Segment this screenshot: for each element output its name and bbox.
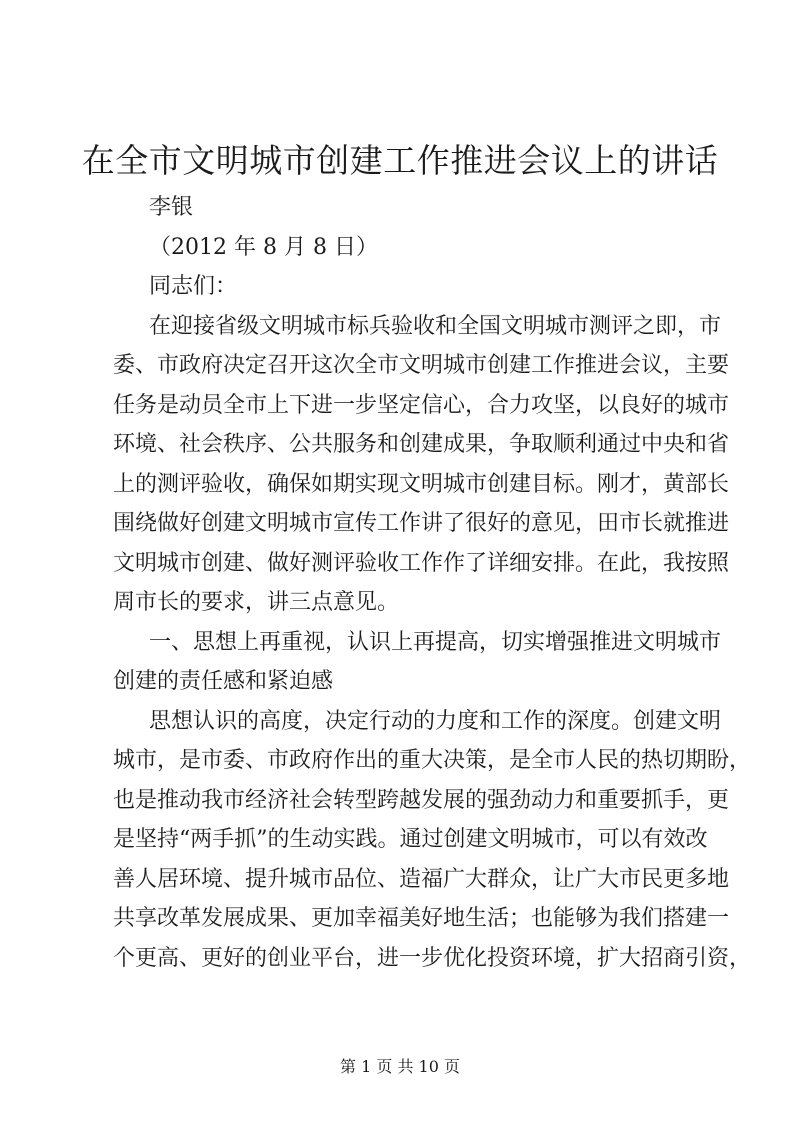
paragraph-line: 围绕做好创建文明城市宣传工作讲了很好的意见，田市长就推进	[113, 511, 730, 536]
paragraph-2	[113, 702, 752, 979]
paragraph-line: 环境、社会秩序、公共服务和创建成果，争取顺利通过中央和省	[113, 432, 730, 457]
paragraph-line: 共享改革发展成果、更加幸福美好地生活；也能够为我们搭建一	[113, 906, 730, 931]
author-line: 李银	[149, 195, 194, 220]
page-number-footer: 第 1 页 共 10 页	[340, 1057, 460, 1076]
paragraph-line: 是坚持“两手抓”的生动实践。通过创建文明城市，可以有效改	[113, 827, 708, 852]
paragraph-1	[113, 307, 730, 623]
salutation-line: 同志们：	[149, 274, 238, 299]
section-heading-1	[113, 623, 722, 702]
date-line: （2012 年 8 月 8 日）	[149, 234, 378, 260]
document-body	[113, 188, 752, 978]
paragraph-line: 委、市政府决定召开这次全市文明城市创建工作推进会议，主要	[113, 353, 730, 378]
heading-line: 创建的责任感和紧迫感	[113, 669, 334, 694]
paragraph-line: 善人居环境、提升城市品位、造福广大群众，让广大市民更多地	[113, 866, 730, 892]
paragraph-line: 文明城市创建、做好测评验收工作作了详细安排。在此，我按照	[113, 550, 730, 576]
paragraph-line: 任务是动员全市上下进一步坚定信心，合力攻坚，以良好的城市	[113, 392, 730, 418]
heading-line: 一、思想上再重视，认识上再提高，切实增强推进文明城市	[149, 629, 722, 655]
paragraph-line: 在迎接省级文明城市标兵验收和全国文明城市测评之即，市	[149, 313, 722, 339]
paragraph-line: 思想认识的高度，决定行动的力度和工作的深度。创建文明	[149, 708, 722, 734]
paragraph-line: 周市长的要求，讲三点意见。	[113, 590, 400, 615]
paragraph-line: 个更高、更好的创业平台，进一步优化投资环境，扩大招商引资，	[113, 945, 752, 971]
document-title: 在全市文明城市创建工作推进会议上的讲话	[81, 141, 719, 180]
paragraph-line: 上的测评验收，确保如期实现文明城市创建目标。刚才，黄部长	[113, 471, 730, 497]
paragraph-line: 也是推动我市经济社会转型跨越发展的强劲动力和重要抓手，更	[113, 787, 730, 813]
paragraph-line: 城市，是市委、市政府作出的重大决策，是全市人民的热切期盼，	[113, 748, 752, 773]
